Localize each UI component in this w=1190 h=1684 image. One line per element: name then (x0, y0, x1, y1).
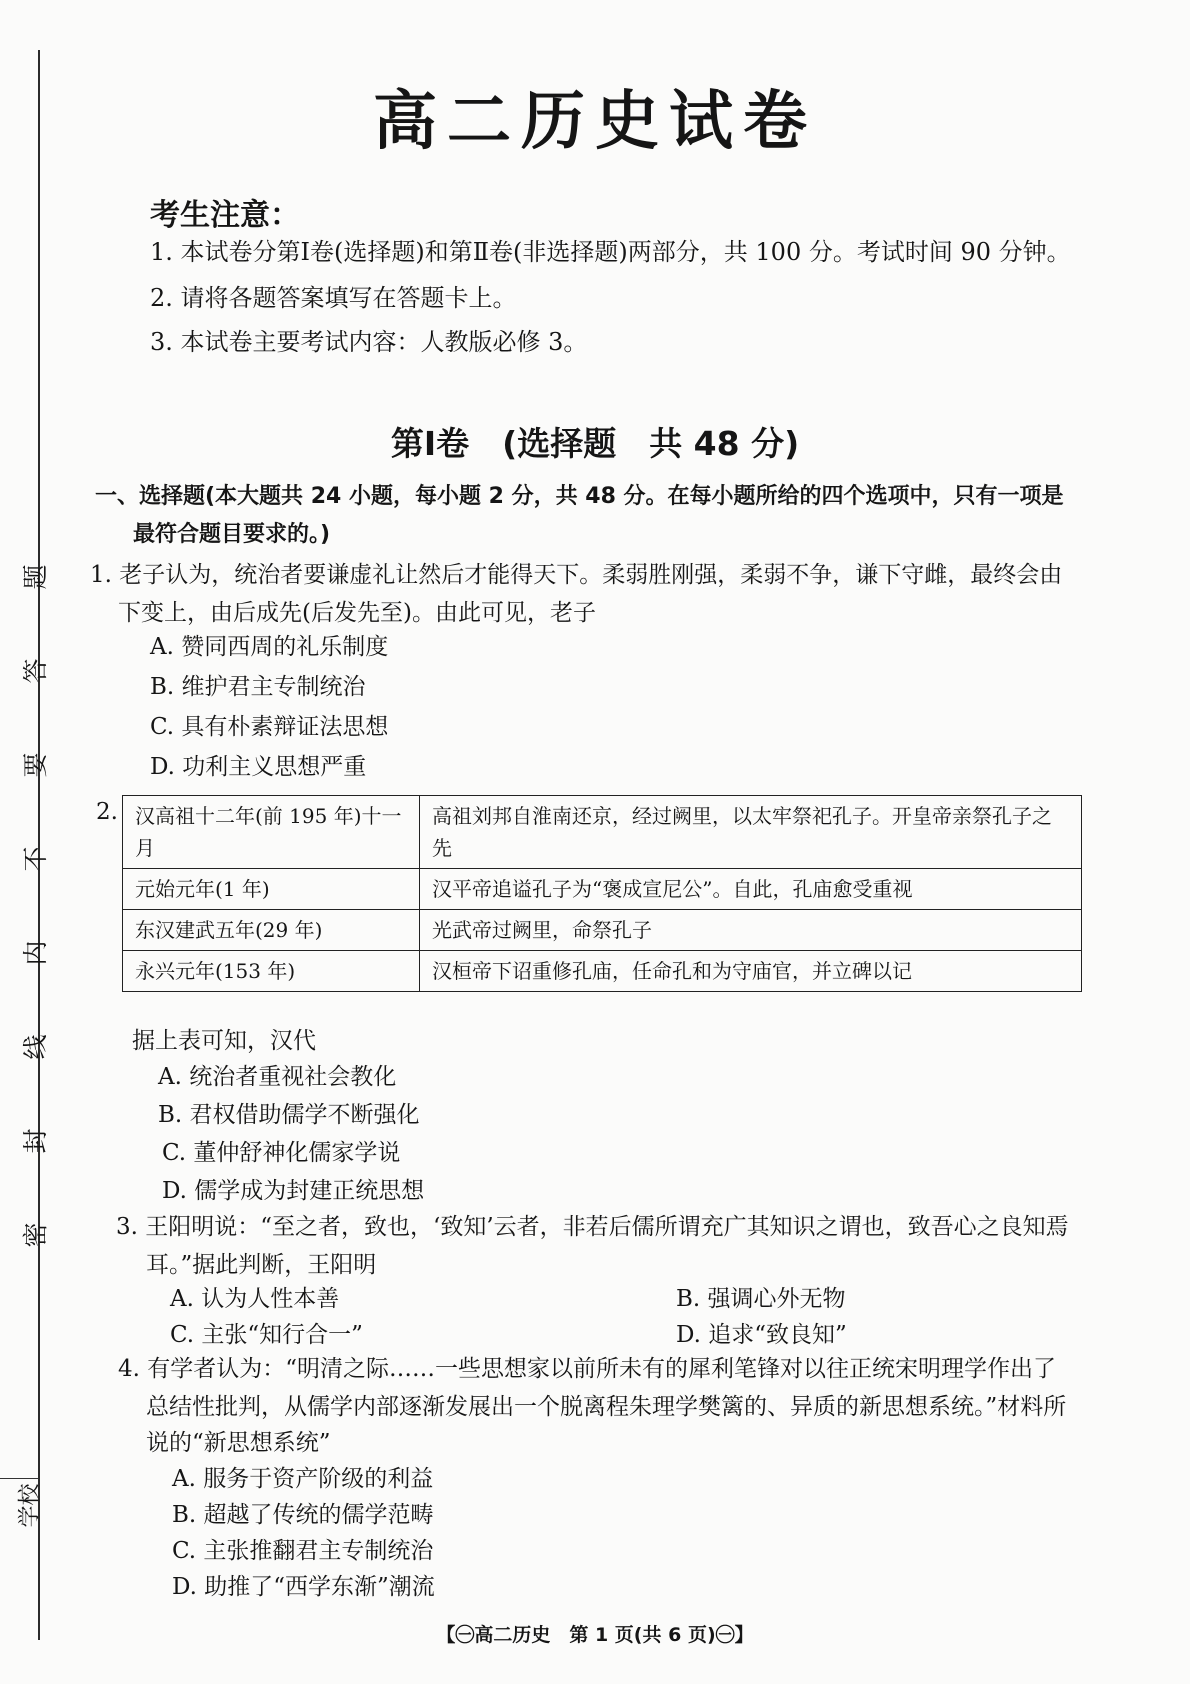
instruction-line: 一、选择题(本大题共 24 小题，每小题 2 分，共 48 分。在每小题所给的四个选项中，只有一项是 (95, 484, 1064, 509)
question-3-option-b: B. 强调心外无物 (676, 1286, 846, 1312)
question-4-option-b: B. 超越了传统的儒学范畴 (172, 1502, 434, 1528)
sealing-char: 内 (21, 940, 50, 966)
table-row (123, 910, 1082, 951)
question-4-option-a: A. 服务于资产阶级的利益 (172, 1466, 434, 1492)
table-cell: 永兴元年(153 年) (123, 951, 420, 992)
question-4-stem: 4. 有学者认为：“明清之际……一些思想家以前所未有的犀利笔锋对以往正统宋明理学作出了 (118, 1356, 1057, 1382)
question-1-option-d: D. 功利主义思想严重 (150, 754, 367, 780)
table-cell: 元始元年(1 年) (123, 869, 420, 910)
section-instruction (95, 478, 1150, 554)
notice-item: 1. 本试卷分第Ⅰ卷(选择题)和第Ⅱ卷(非选择题)两部分，共 100 分。考试时间 90 分钟。 (150, 238, 1071, 266)
page-footer: 【㊀高二历史 第 1 页(共 6 页)㊀】 (436, 1624, 754, 1646)
table-row (123, 796, 1082, 869)
sealing-char: 题 (21, 564, 50, 590)
table-cell: 东汉建武五年(29 年) (123, 910, 420, 951)
question-4-option-c: C. 主张推翻君主专制统治 (172, 1538, 434, 1564)
question-1-option-b: B. 维护君主专制统治 (150, 674, 366, 700)
sealing-line-notice (21, 530, 86, 1282)
table-cell: 汉桓帝下诏重修孔庙，任命孔和为守庙官，并立碑以记 (420, 951, 1082, 992)
question-2-option-b: B. 君权借助儒学不断强化 (158, 1102, 420, 1128)
notice-item: 3. 本试卷主要考试内容：人教版必修 3。 (150, 328, 588, 356)
sealing-char: 不 (21, 846, 50, 872)
question-2-option-a: A. 统治者重视社会教化 (158, 1064, 397, 1090)
question-4-stem: 总结性批判，从儒学内部逐渐发展出一个脱离程朱理学樊篱的、异质的新思想系统。”材料所 (146, 1394, 1067, 1420)
table-cell: 汉高祖十二年(前 195 年)十一月 (123, 796, 420, 869)
question-2-stem: 据上表可知，汉代 (132, 1028, 316, 1054)
sealing-char: 密 (21, 1222, 50, 1248)
question-3-stem: 3. 王阳明说：“至之者，致也，‘致知’云者，非若后儒所谓充广其知识之谓也，致吾心之良知焉 (116, 1214, 1069, 1240)
school-fill-line (0, 1478, 38, 1479)
question-4-option-d: D. 助推了“西学东渐”潮流 (172, 1574, 435, 1600)
table-cell: 高祖刘邦自淮南还京，经过阙里，以太牢祭祀孔子。开皇帝亲祭孔子之先 (420, 796, 1082, 869)
question-1-option-a: A. 赞同西周的礼乐制度 (150, 634, 389, 660)
question-3-option-c: C. 主张“知行合一” (170, 1322, 363, 1348)
sealing-char: 答 (21, 658, 50, 684)
instruction-line: 最符合题目要求的。) (133, 522, 331, 547)
table-row (123, 951, 1082, 992)
question-1-stem: 下变上，由后成先(后发先至)。由此可见，老子 (118, 600, 596, 626)
notice-item: 2. 请将各题答案填写在答题卡上。 (150, 284, 517, 312)
table-cell: 光武帝过阙里，命祭孔子 (420, 910, 1082, 951)
question-4-stem: 说的“新思想系统” (146, 1430, 331, 1456)
question-2-option-d: D. 儒学成为封建正统思想 (162, 1178, 425, 1204)
page-title: 高二历史试卷 (373, 85, 817, 159)
question-1-stem: 1. 老子认为，统治者要谦虚礼让然后才能得天下。柔弱胜刚强，柔弱不争，谦下守雌，最终会由 (90, 562, 1063, 588)
table-row (123, 869, 1082, 910)
question-2-number: 2. (96, 799, 118, 825)
question-2-option-c: C. 董仲舒神化儒家学说 (162, 1140, 401, 1166)
sealing-char: 要 (21, 752, 50, 778)
sealing-char: 封 (21, 1128, 50, 1154)
question-1-option-c: C. 具有朴素辩证法思想 (150, 714, 389, 740)
table-cell: 汉平帝追谥孔子为“褒成宣尼公”。自此，孔庙愈受重视 (420, 869, 1082, 910)
section-title: 第Ⅰ卷 (选择题 共 48 分) (390, 424, 800, 463)
question-3-stem: 耳。”据此判断，王阳明 (146, 1252, 377, 1278)
school-label: 学校 (17, 1483, 43, 1528)
question-3-option-a: A. 认为人性本善 (170, 1286, 340, 1312)
question-3-option-d: D. 追求“致良知” (676, 1322, 847, 1348)
notice-heading: 考生注意： (150, 198, 300, 233)
question-2-table (122, 795, 1082, 992)
sealing-char: 线 (21, 1034, 50, 1060)
